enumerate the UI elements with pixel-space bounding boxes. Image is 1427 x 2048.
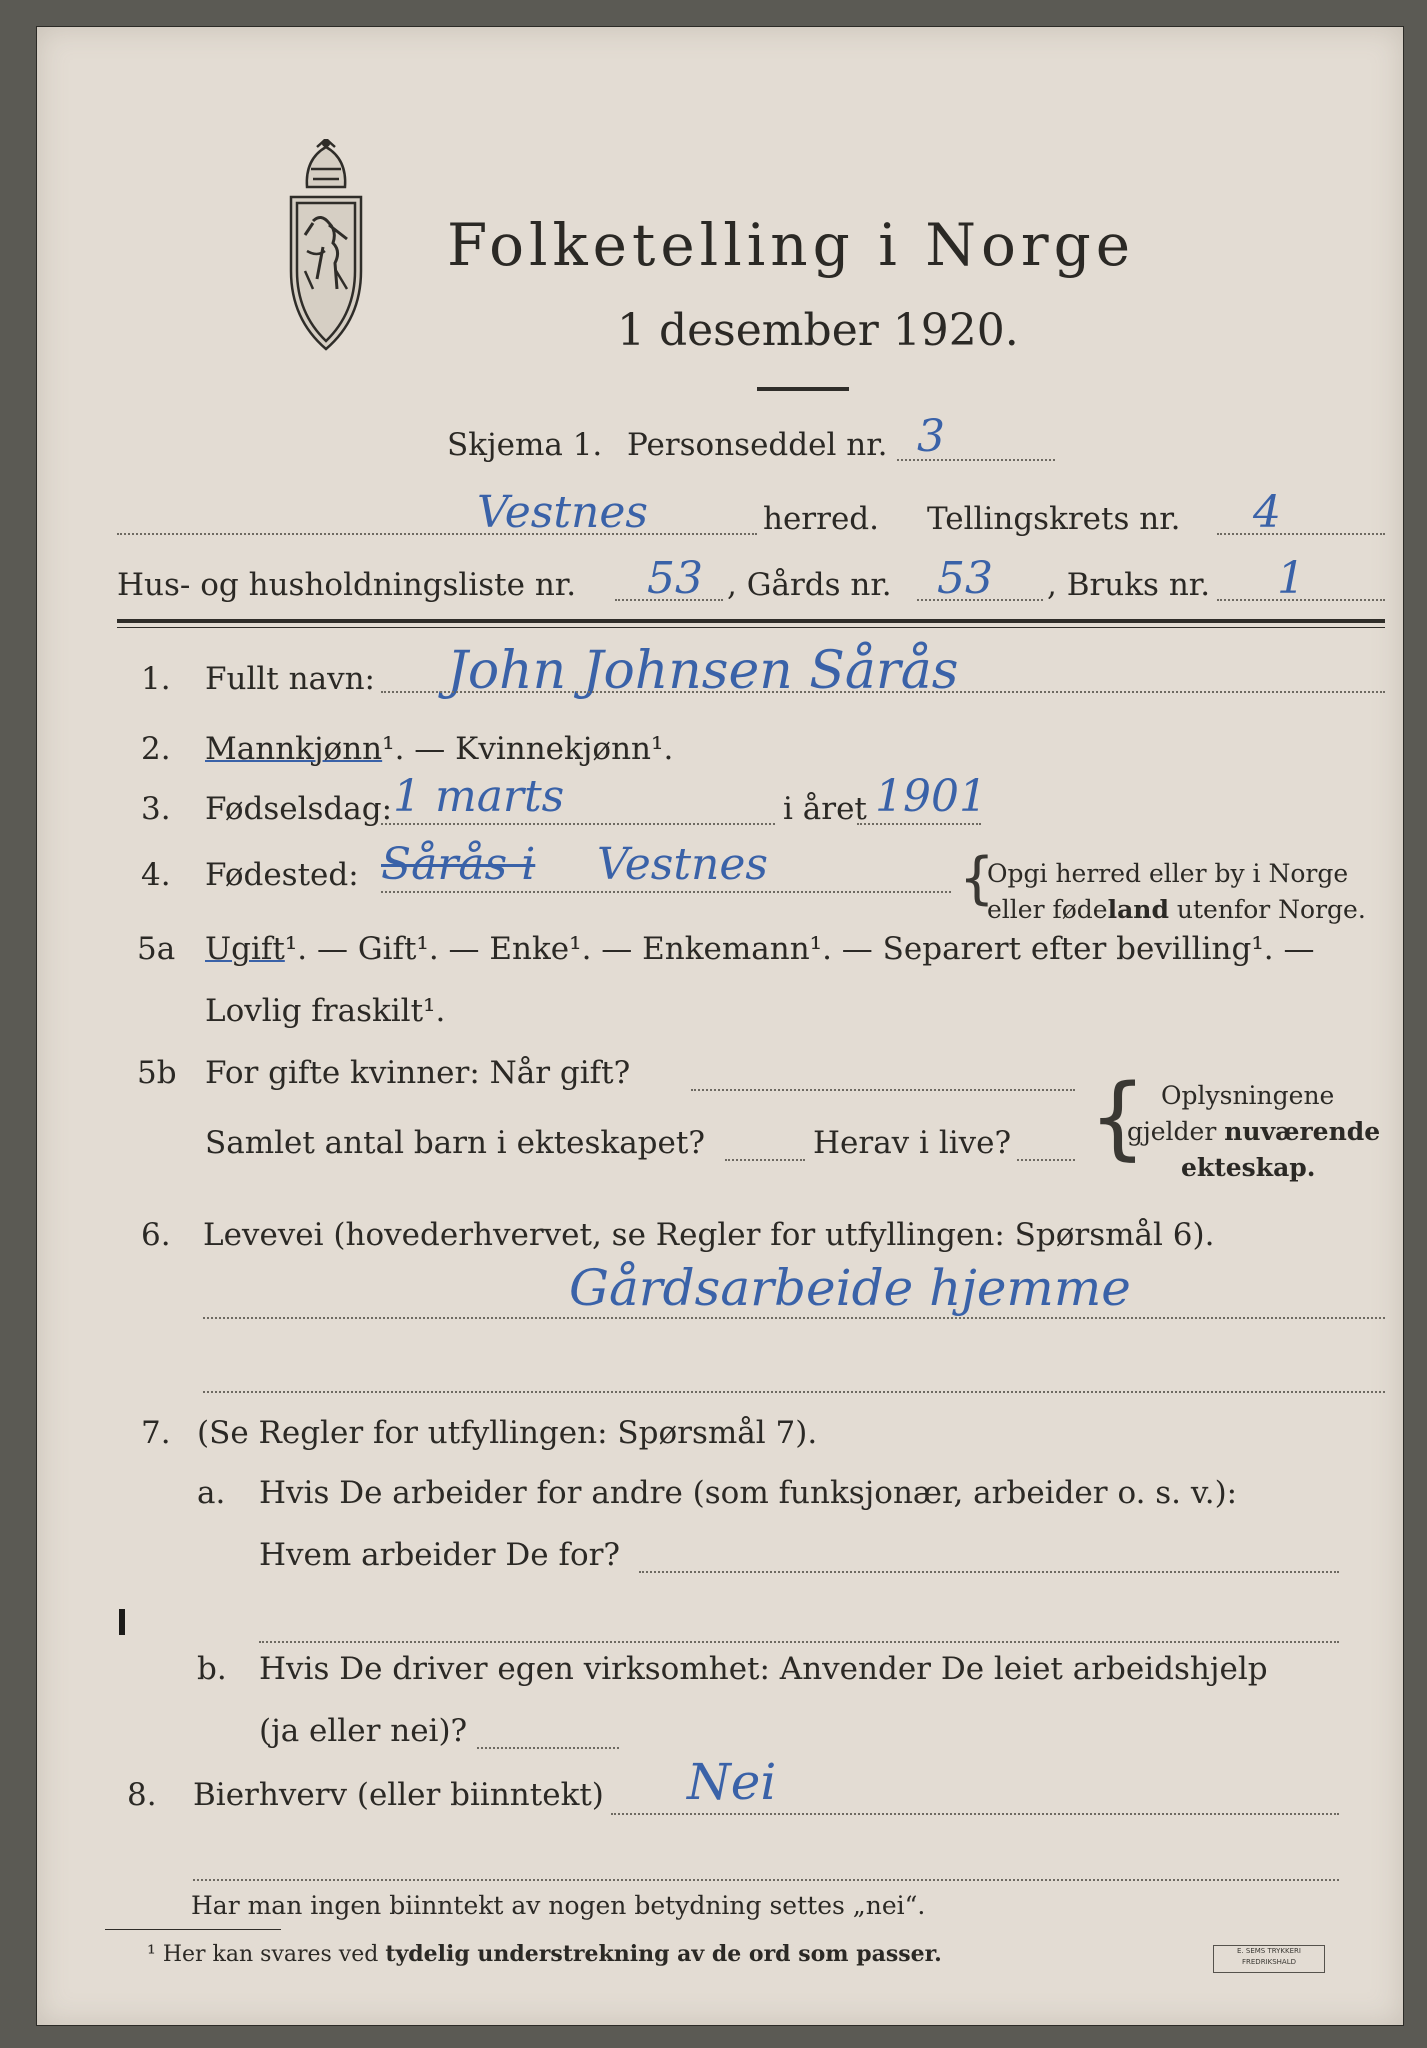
q4-label: Fødested: [205,857,359,893]
q3-number: 3. [141,791,171,827]
q7-number: 7. [141,1415,171,1451]
footer-note: Har man ingen biinntekt av nogen betydning settes „nei“. [191,1891,926,1920]
personseddel-value: 3 [917,411,945,462]
q5b-note-2b: nuværende [1224,1117,1381,1146]
footnote-text-a: Her kan svares ved [162,1942,386,1967]
husliste-line [615,599,723,601]
q4-note-2a: eller føde [987,895,1108,924]
q5b-note-3: ekteskap. [1181,1153,1316,1182]
footnote [147,1941,942,1967]
occupation-line-1 [203,1317,1385,1319]
tellingskrets-line [1217,533,1385,535]
q3-label: Fødselsdag: [205,791,393,827]
header-rule-thick [117,619,1385,623]
q5b-brace: { [1089,1065,1147,1170]
hired-help-line [477,1747,619,1749]
bruks-line [1217,599,1385,601]
female-option: Kvinnekjønn¹. [455,731,674,767]
q5b-children-label: Samlet antal barn i ekteskapet? [205,1125,705,1161]
q7-label: (Se Regler for utfyllingen: Spørsmål 7). [197,1415,818,1451]
personseddel-label: Personseddel nr. [627,427,888,463]
gards-line [917,599,1043,601]
q6-number: 6. [141,1217,171,1253]
q5b-alive-label: Herav i live? [813,1125,1012,1161]
footnote-text-b: tydelig understrekning av de ord som passer. [385,1941,942,1967]
q7a-line-2: Hvem arbeider De for? [259,1537,621,1573]
husliste-label: Hus- og husholdningsliste nr. [117,567,577,603]
printer-city: FREDRIKSHALD [1241,1958,1296,1966]
title-divider [757,387,849,391]
husliste-value: 53 [647,553,703,604]
alive-line [1017,1159,1075,1161]
printer-name: E. SEMS TRYKKERI [1237,1947,1301,1955]
birthyear-value: 1901 [875,771,987,822]
birthyear-line [857,823,981,825]
children-line [725,1159,805,1161]
birthplace-line [381,891,951,893]
q8-number: 8. [127,1777,157,1813]
q1-value: John Johnsen Sårås [447,641,959,701]
tellingskrets-label: Tellingskrets nr. [927,501,1181,537]
census-form-sheet [36,26,1404,2026]
q4-number: 4. [141,857,171,893]
q4-brace: { [959,846,995,911]
q4-note-1: Opgi herred eller by i Norge [987,859,1349,888]
q5b-note-2 [1127,1117,1380,1146]
personseddel-line [897,459,1055,461]
q7a-line-1: Hvis De arbeider for andre (som funksjonær, arbeider o. s. v.): [259,1475,1238,1511]
footnote-number: ¹ [147,1942,156,1967]
q5b-note-1: Oplysningene [1161,1081,1335,1110]
q4-note-2 [987,895,1366,924]
q2-gender-row [205,731,673,767]
q4-note-2b: land [1107,895,1169,924]
q7b-line-1: Hvis De driver egen virksomhet: Anvender De leiet arbeidshjelp [259,1651,1268,1687]
tellingskrets-value: 4 [1253,487,1281,538]
q7a-letter: a. [197,1475,226,1511]
herred-value: Vestnes [477,487,648,538]
employer-line-1 [639,1571,1339,1573]
side-income-line-1 [611,1813,1339,1815]
herred-line [117,533,757,535]
q5a-number: 5a [137,931,176,967]
q2-number: 2. [141,731,171,767]
bruks-label: , Bruks nr. [1047,567,1211,603]
male-option: Mannkjønn [205,731,383,767]
margin-tick-mark [119,1609,125,1635]
bruks-value: 1 [1277,553,1305,604]
coat-of-arms-icon [277,139,375,357]
q7b-line-2: (ja eller nei)? [259,1713,468,1749]
side-income-line-2 [193,1879,1339,1881]
q6-label: Levevei (hovederhvervet, se Regler for utfyllingen: Spørsmål 6). [203,1217,1215,1253]
birthplace-struck: Sårås i [381,839,536,890]
herred-label: herred. [763,501,879,537]
gards-value: 53 [937,553,993,604]
q7b-letter: b. [197,1651,227,1687]
q1-label: Fullt navn: [205,661,375,697]
birthday-line [381,823,775,825]
birthday-value: 1 marts [393,771,565,822]
year-label: i året [783,791,867,827]
q5b-line-1: For gifte kvinner: Når gift? [205,1055,631,1091]
q5a-marital-row [205,931,1314,967]
occupation-value: Gårdsarbeide hjemme [569,1259,1131,1317]
q2-sep: ¹. — [382,731,446,767]
printer-stamp [1213,1945,1325,1973]
ugift-option: Ugift [205,931,285,967]
q5b-note-2a: gjelder [1127,1117,1225,1146]
marital-options: ¹. — Gift¹. — Enke¹. — Enkemann¹. — Separert efter bevilling¹. — [284,931,1315,967]
q5b-number: 5b [137,1055,177,1091]
q1-number: 1. [141,661,171,697]
q4-note-2c: utenfor Norge. [1168,895,1366,924]
header-rule-thin [117,627,1385,628]
q5a-line-2: Lovlig fraskilt¹. [205,993,446,1029]
side-income-value: Nei [687,1753,777,1811]
q1-line [381,691,1385,693]
gards-label: , Gårds nr. [727,567,892,603]
occupation-line-2 [203,1391,1385,1393]
married-when-line [691,1089,1075,1091]
form-title: Folketelling i Norge [447,211,1136,279]
skjema-label: Skjema 1. [447,427,603,463]
footnote-rule [105,1929,281,1930]
birthplace-value: Vestnes [597,839,768,890]
employer-line-2 [259,1641,1339,1643]
q8-label: Bierhverv (eller biinntekt) [193,1777,604,1813]
census-date: 1 desember 1920. [617,305,1019,356]
